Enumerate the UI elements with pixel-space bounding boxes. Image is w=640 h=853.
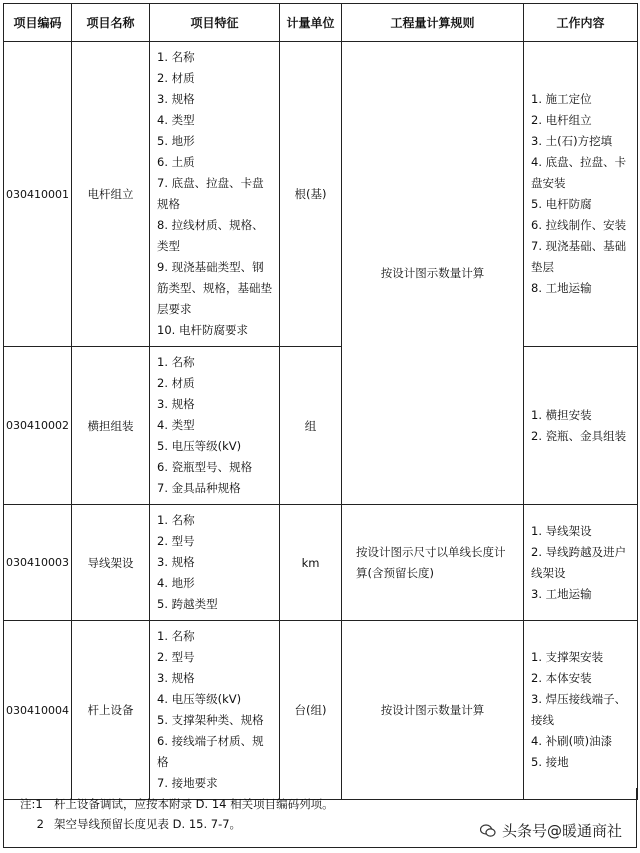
work-item: 2. 本体安装 <box>531 671 592 685</box>
work-list <box>525 85 636 303</box>
item-code: 030410003 <box>4 505 72 621</box>
item-code: 030410002 <box>4 347 72 505</box>
note-text: 架空导线预留长度见表 D. 15. 7-7。 <box>54 817 242 831</box>
feature-item: 10. 电杆防腐要求 <box>157 323 248 337</box>
table-row <box>4 621 638 800</box>
feature-item: 5. 跨越类型 <box>157 597 218 611</box>
item-name: 导线架设 <box>72 505 150 621</box>
item-work <box>524 347 638 505</box>
work-list <box>525 643 636 777</box>
item-features <box>150 505 280 621</box>
work-item: 2. 电杆组立 <box>531 113 592 127</box>
feature-item: 4. 地形 <box>157 576 195 590</box>
work-item: 7. 现浇基础、基础垫层 <box>531 239 627 274</box>
header-code: 项目编码 <box>4 4 72 42</box>
work-item: 1. 支撑架安装 <box>531 650 604 664</box>
work-item: 1. 施工定位 <box>531 92 592 106</box>
item-unit: 台(组) <box>280 621 342 800</box>
feature-item: 4. 电压等级(kV) <box>157 692 242 706</box>
feature-item: 1. 名称 <box>157 355 195 369</box>
item-unit: 组 <box>280 347 342 505</box>
feature-item: 3. 规格 <box>157 92 195 106</box>
work-item: 2. 导线跨越及进户线架设 <box>531 544 627 580</box>
feature-list <box>151 43 278 345</box>
note-prefix: 2 <box>36 817 44 831</box>
work-list <box>525 401 636 451</box>
specification-table <box>3 3 638 800</box>
feature-item: 5. 支撑架种类、规格 <box>157 713 264 727</box>
feature-list <box>151 348 278 503</box>
item-work <box>524 42 638 347</box>
item-code: 030410001 <box>4 42 72 347</box>
table-header-row <box>4 4 638 42</box>
header-work: 工作内容 <box>524 4 638 42</box>
feature-item: 5. 电压等级(kV) <box>157 439 242 453</box>
feature-item: 6. 土质 <box>157 155 195 169</box>
note-text: 杆上设备调试，应按本附录 D. 14 相关项目编码列项。 <box>54 797 334 811</box>
work-item: 2. 瓷瓶、金具组装 <box>531 428 627 443</box>
item-unit: km <box>280 505 342 621</box>
item-work <box>524 621 638 800</box>
feature-item: 9. 现浇基础类型、钢筋类型、规格，基础垫层要求 <box>157 260 272 316</box>
feature-item: 3. 规格 <box>157 671 195 685</box>
item-features <box>150 347 280 505</box>
feature-item: 3. 规格 <box>157 555 195 569</box>
work-item: 3. 焊压接线端子、接线 <box>531 692 627 727</box>
work-item: 1. 横担安装 <box>531 407 592 422</box>
feature-item: 2. 材质 <box>157 71 195 85</box>
watermark <box>476 818 626 843</box>
feature-item: 2. 型号 <box>157 534 195 548</box>
item-rule: 按设计图示数量计算 <box>342 42 524 505</box>
item-rule: 按设计图示数量计算 <box>342 621 524 800</box>
wechat-icon <box>480 824 496 838</box>
header-rule: 工程量计算规则 <box>342 4 524 42</box>
item-features <box>150 621 280 800</box>
work-item: 4. 底盘、拉盘、卡盘安装 <box>531 155 627 190</box>
work-list <box>525 517 636 609</box>
item-name: 电杆组立 <box>72 42 150 347</box>
work-item: 4. 补刷(喷)油漆 <box>531 734 613 748</box>
item-name: 杆上设备 <box>72 621 150 800</box>
item-code: 030410004 <box>4 621 72 800</box>
feature-item: 7. 金具品种规格 <box>157 481 241 495</box>
feature-item: 1. 名称 <box>157 513 195 527</box>
watermark-text: 头条号@暖通商社 <box>501 822 622 840</box>
work-item: 8. 工地运输 <box>531 281 592 295</box>
work-item: 5. 电杆防腐 <box>531 197 592 211</box>
header-features: 项目特征 <box>150 4 280 42</box>
feature-item: 6. 接线端子材质、规格 <box>157 734 264 769</box>
work-item: 1. 导线架设 <box>531 523 592 538</box>
feature-item: 3. 规格 <box>157 397 195 411</box>
work-item: 3. 土(石)方挖填 <box>531 134 613 148</box>
note-prefix: 注:1 <box>20 797 43 811</box>
feature-item: 4. 类型 <box>157 113 195 127</box>
note-line <box>20 794 636 814</box>
header-unit: 计量单位 <box>280 4 342 42</box>
item-features <box>150 42 280 347</box>
header-name: 项目名称 <box>72 4 150 42</box>
feature-item: 7. 底盘、拉盘、卡盘规格 <box>157 176 264 211</box>
feature-item: 8. 拉线材质、规格、类型 <box>157 218 264 253</box>
feature-item: 4. 类型 <box>157 418 195 432</box>
feature-item: 1. 名称 <box>157 629 195 643</box>
item-rule: 按设计图示尺寸以单线长度计算(含预留长度) <box>342 505 524 621</box>
feature-item: 7. 接地要求 <box>157 776 218 790</box>
work-item: 5. 接地 <box>531 755 569 769</box>
work-item: 6. 拉线制作、安装 <box>531 218 627 232</box>
feature-item: 6. 瓷瓶型号、规格 <box>157 460 253 474</box>
table-row <box>4 347 638 505</box>
feature-item: 1. 名称 <box>157 50 195 64</box>
feature-item: 5. 地形 <box>157 134 195 148</box>
item-work <box>524 505 638 621</box>
feature-list <box>151 622 278 798</box>
item-name: 横担组装 <box>72 347 150 505</box>
item-unit: 根(基) <box>280 42 342 347</box>
work-item: 3. 工地运输 <box>531 586 592 601</box>
feature-item: 2. 材质 <box>157 376 195 390</box>
feature-item: 2. 型号 <box>157 650 195 664</box>
feature-list <box>151 506 278 619</box>
table-row <box>4 505 638 621</box>
table-row <box>4 42 638 347</box>
